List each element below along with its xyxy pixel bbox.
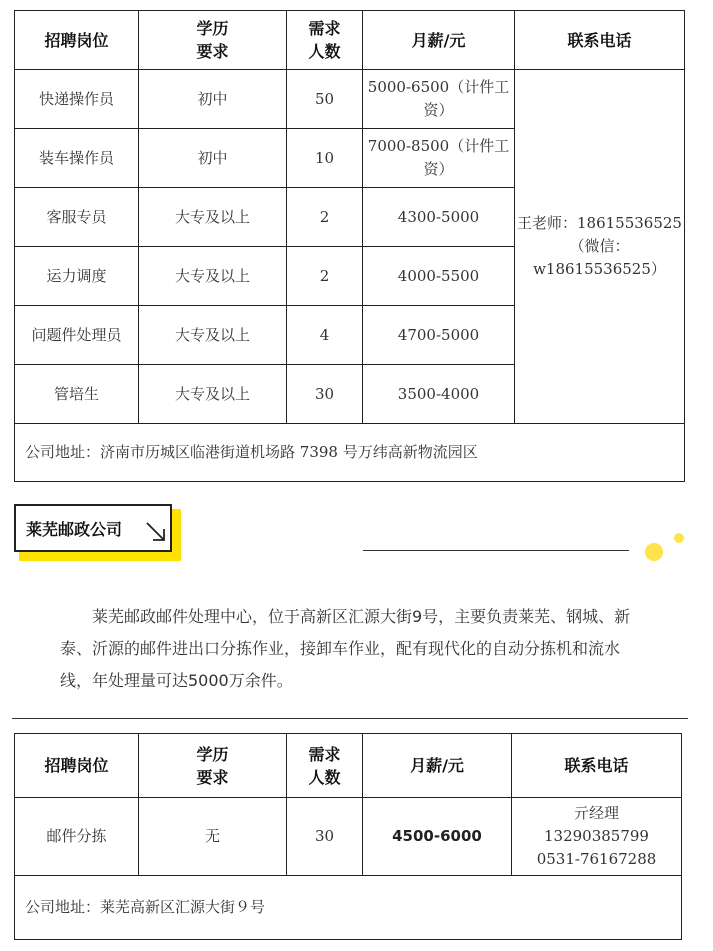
cell-salary: 3500-4000 [363, 365, 515, 424]
cell-count: 10 [287, 129, 363, 188]
divider-line [12, 718, 688, 719]
header-count: 需求 人数 [287, 11, 363, 70]
address-row [15, 876, 682, 940]
cell-position: 问题件处理员 [15, 306, 139, 365]
cell-salary: 5000-6500（计件工 资） [363, 70, 515, 129]
cell-salary: 4700-5000 [363, 306, 515, 365]
table-header-row [15, 11, 685, 70]
cell-salary: 7000-8500（计件工 资） [363, 129, 515, 188]
cell-education: 大专及以上 [139, 306, 287, 365]
recruitment-table-laiwu [14, 733, 682, 940]
cell-count: 2 [287, 188, 363, 247]
table-header-row [15, 734, 682, 798]
cell-count: 4 [287, 306, 363, 365]
cell-education: 大专及以上 [139, 365, 287, 424]
table-row [15, 70, 685, 129]
header-education: 学历 要求 [139, 11, 287, 70]
cell-position: 管培生 [15, 365, 139, 424]
cell-education: 初中 [139, 129, 287, 188]
header-salary: 月薪/元 [363, 11, 515, 70]
cell-education: 大专及以上 [139, 247, 287, 306]
section-title [14, 504, 172, 552]
cell-count: 50 [287, 70, 363, 129]
contact-cell: 亓经理 13290385799 0531-76167288 [512, 798, 682, 876]
cell-salary: 4000-5500 [363, 247, 515, 306]
cell-position: 装车操作员 [15, 129, 139, 188]
header-position: 招聘岗位 [15, 11, 139, 70]
header-count: 需求 人数 [287, 734, 363, 798]
contact-cell: 王老师：18615536525 （微信： w18615536525） [515, 70, 685, 424]
arrow-down-right-icon [144, 520, 168, 544]
cell-education: 初中 [139, 70, 287, 129]
cell-salary: 4500-6000 [363, 798, 512, 876]
cell-count: 2 [287, 247, 363, 306]
header-salary: 月薪/元 [363, 734, 512, 798]
cell-position: 运力调度 [15, 247, 139, 306]
section-title-text: 莱芜邮政公司 [26, 519, 123, 539]
cell-position: 邮件分拣 [15, 798, 139, 876]
header-contact: 联系电话 [512, 734, 682, 798]
cell-position: 客服专员 [15, 188, 139, 247]
company-description: 莱芜邮政邮件处理中心，位于高新区汇源大街9号，主要负责莱芜、钢城、新泰、沂源的邮件进出口分拣作业，接卸车作业，配有现代化的自动分拣机和流水线，年处理量可达5000万余件。 [60, 607, 631, 690]
header-position: 招聘岗位 [15, 734, 139, 798]
address-row [15, 424, 685, 482]
table-row [15, 798, 682, 876]
cell-count: 30 [287, 365, 363, 424]
decor-dot [645, 543, 663, 561]
decor-dot-small [674, 533, 684, 543]
company-address: 公司地址：莱芜高新区汇源大街９号 [15, 876, 682, 940]
header-education: 学历 要求 [139, 734, 287, 798]
recruitment-table-jinan [14, 10, 685, 482]
cell-education: 无 [139, 798, 287, 876]
divider-line [363, 550, 629, 551]
cell-count: 30 [287, 798, 363, 876]
header-contact: 联系电话 [515, 11, 685, 70]
cell-position: 快递操作员 [15, 70, 139, 129]
section-tag [14, 504, 182, 562]
cell-education: 大专及以上 [139, 188, 287, 247]
company-address: 公司地址：济南市历城区临港街道机场路 7398 号万纬高新物流园区 [15, 424, 685, 482]
cell-salary: 4300-5000 [363, 188, 515, 247]
